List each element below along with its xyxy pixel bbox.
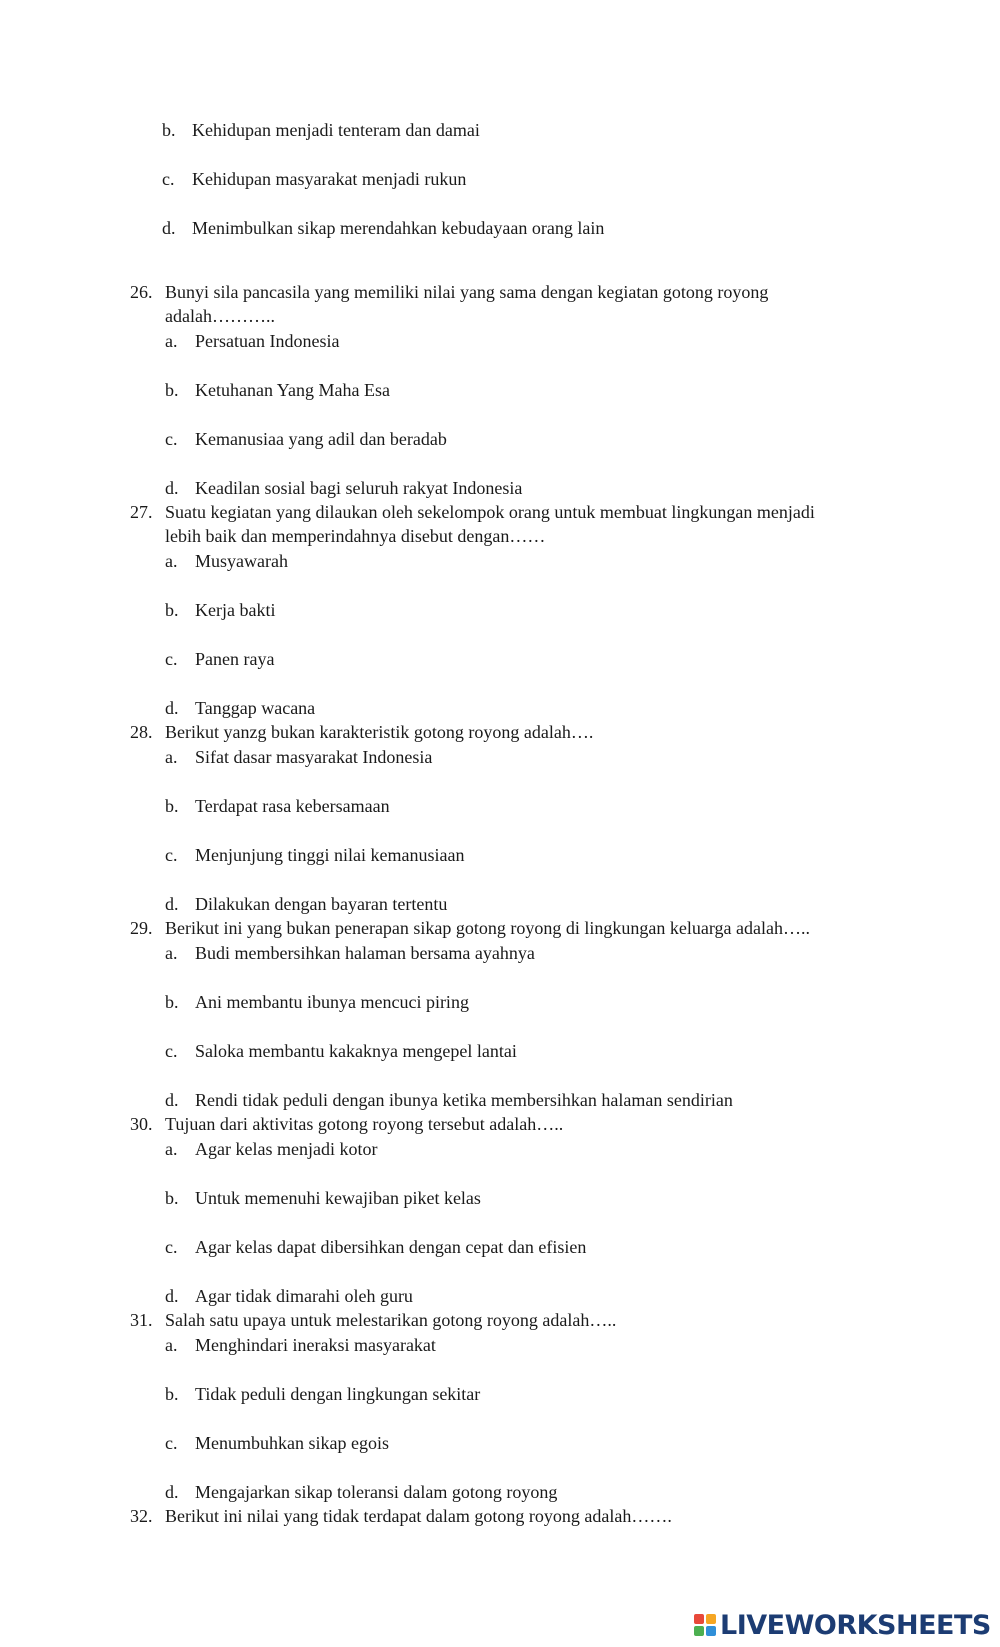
question-number: 28. <box>130 722 153 742</box>
option-letter: a. <box>165 551 178 571</box>
question-text: Berikut ini nilai yang tidak terdapat dalam gotong royong adalah……. <box>165 1506 672 1526</box>
option-letter: d. <box>162 218 176 238</box>
option-text: Sifat dasar masyarakat Indonesia <box>195 747 433 767</box>
option-letter: c. <box>165 1041 178 1061</box>
option-letter: a. <box>165 943 178 963</box>
option-letter: b. <box>165 992 179 1012</box>
option-letter: c. <box>165 845 178 865</box>
option-text: Saloka membantu kakaknya mengepel lantai <box>195 1041 517 1061</box>
option-text: Keadilan sosial bagi seluruh rakyat Indonesia <box>195 478 523 498</box>
option-text: Dilakukan dengan bayaran tertentu <box>195 894 448 914</box>
logo-square-blue <box>706 1626 716 1636</box>
option-text: Untuk memenuhi kewajiban piket kelas <box>195 1188 481 1208</box>
option-letter: a. <box>165 747 178 767</box>
option-text: Terdapat rasa kebersamaan <box>195 796 390 816</box>
option-text: Agar kelas dapat dibersihkan dengan cepat dan efisien <box>195 1237 587 1257</box>
option-letter: d. <box>165 1286 179 1306</box>
option-letter: c. <box>165 1237 178 1257</box>
option-letter: c. <box>162 169 175 189</box>
option-letter: a. <box>165 1335 178 1355</box>
option-text: Ani membantu ibunya mencuci piring <box>195 992 469 1012</box>
option-text: Persatuan Indonesia <box>195 331 340 351</box>
option-text: Rendi tidak peduli dengan ibunya ketika membersihkan halaman sendirian <box>195 1090 733 1110</box>
option-text: Menghindari ineraksi masyarakat <box>195 1335 436 1355</box>
option-letter: a. <box>165 1139 178 1159</box>
option-letter: d. <box>165 1090 179 1110</box>
option-text: Tanggap wacana <box>195 698 316 718</box>
question-text: Bunyi sila pancasila yang memiliki nilai yang sama dengan kegiatan gotong royong <box>165 282 769 302</box>
question-text: lebih baik dan memperindahnya disebut dengan…… <box>165 526 546 546</box>
option-text: Ketuhanan Yang Maha Esa <box>195 380 390 400</box>
option-text: Kehidupan masyarakat menjadi rukun <box>192 169 467 189</box>
option-letter: b. <box>165 600 179 620</box>
option-letter: d. <box>165 478 179 498</box>
option-letter: b. <box>165 1384 179 1404</box>
option-text: Kerja bakti <box>195 600 276 620</box>
option-letter: b. <box>165 1188 179 1208</box>
logo-mark-icon <box>694 1614 716 1636</box>
option-letter: d. <box>165 1482 179 1502</box>
option-text: Musyawarah <box>195 551 288 571</box>
option-text: Budi membersihkan halaman bersama ayahnya <box>195 943 535 963</box>
option-text: Agar kelas menjadi kotor <box>195 1139 378 1159</box>
option-text: Panen raya <box>195 649 275 669</box>
question-text: Salah satu upaya untuk melestarikan gotong royong adalah….. <box>165 1310 617 1330</box>
question-number: 26. <box>130 282 153 302</box>
option-text: Agar tidak dimarahi oleh guru <box>195 1286 413 1306</box>
option-text: Mengajarkan sikap toleransi dalam gotong royong <box>195 1482 558 1502</box>
logo-square-orange <box>706 1614 716 1624</box>
option-letter: c. <box>165 649 178 669</box>
question-number: 30. <box>130 1114 153 1134</box>
liveworksheets-logo <box>694 1609 991 1641</box>
option-letter: c. <box>165 1433 178 1453</box>
question-text: Berikut yanzg bukan karakteristik gotong royong adalah…. <box>165 722 594 742</box>
question-text: adalah……….. <box>165 306 275 326</box>
question-number: 29. <box>130 918 153 938</box>
question-number: 27. <box>130 502 153 522</box>
option-text: Menjunjung tinggi nilai kemanusiaan <box>195 845 465 865</box>
option-letter: b. <box>162 120 176 140</box>
question-text: Suatu kegiatan yang dilaukan oleh sekelompok orang untuk membuat lingkungan menjadi <box>165 502 815 522</box>
question-text: Berikut ini yang bukan penerapan sikap gotong royong di lingkungan keluarga adalah….. <box>165 918 811 938</box>
question-number: 31. <box>130 1310 153 1330</box>
logo-square-red <box>694 1614 704 1624</box>
option-letter: d. <box>165 894 179 914</box>
question-number: 32. <box>130 1506 153 1526</box>
option-text: Kemanusiaa yang adil dan beradab <box>195 429 447 449</box>
question-text: Tujuan dari aktivitas gotong royong tersebut adalah….. <box>165 1114 564 1134</box>
option-letter: d. <box>165 698 179 718</box>
option-text: Tidak peduli dengan lingkungan sekitar <box>195 1384 481 1404</box>
logo-square-green <box>694 1626 704 1636</box>
option-letter: a. <box>165 331 178 351</box>
option-letter: b. <box>165 796 179 816</box>
option-letter: b. <box>165 380 179 400</box>
option-text: Kehidupan menjadi tenteram dan damai <box>192 120 480 140</box>
logo-text: LIVEWORKSHEETS <box>720 1609 991 1641</box>
option-text: Menumbuhkan sikap egois <box>195 1433 389 1453</box>
option-text: Menimbulkan sikap merendahkan kebudayaan orang lain <box>192 218 605 238</box>
option-letter: c. <box>165 429 178 449</box>
